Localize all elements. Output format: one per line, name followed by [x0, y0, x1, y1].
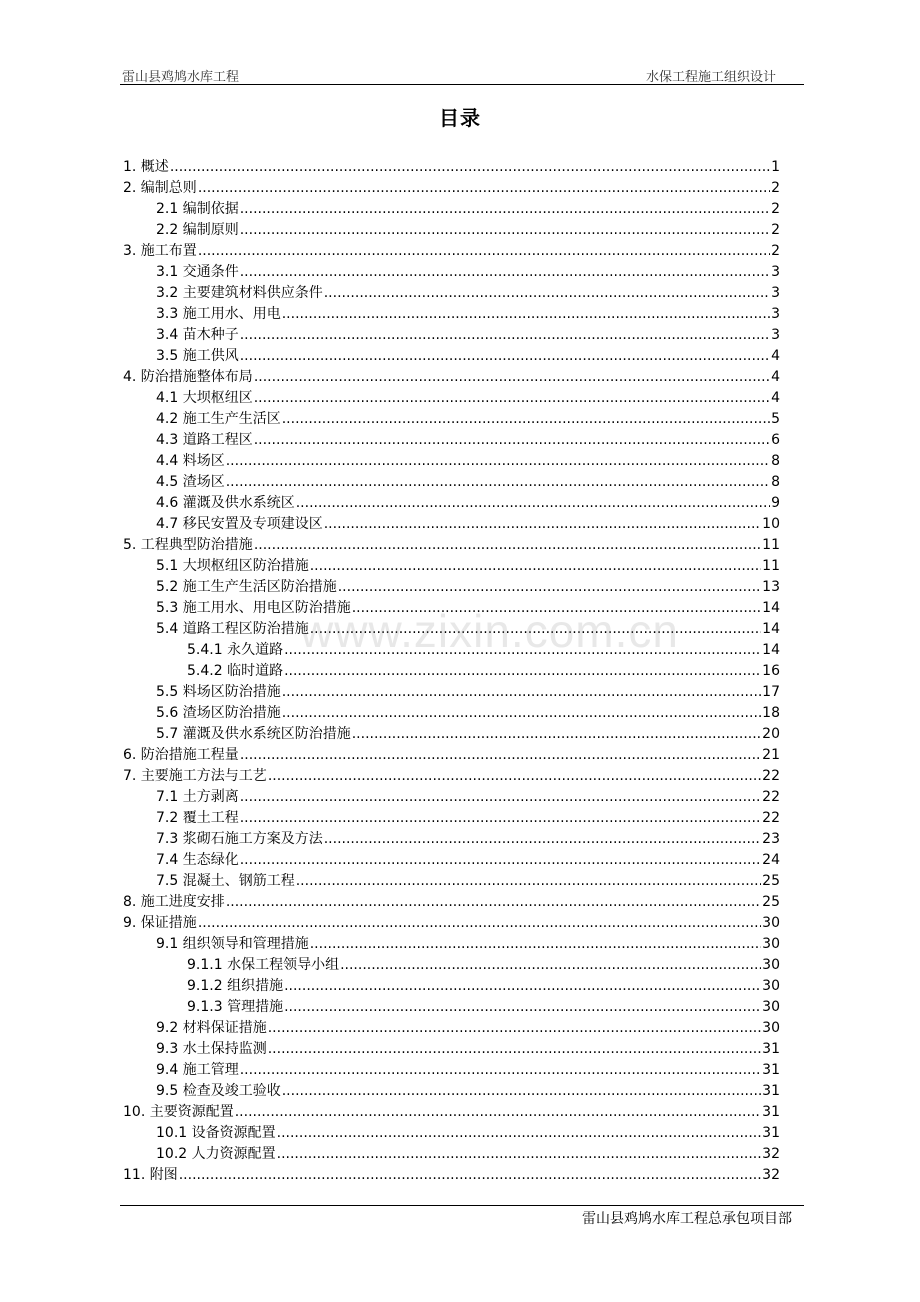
toc-entry-label: 4. 防治措施整体布局: [123, 369, 253, 385]
toc-dot-leader: [282, 1081, 761, 1102]
toc-entry-label: 4.1 大坝枢纽区: [156, 390, 253, 406]
toc-entry-page: 25: [762, 873, 780, 889]
toc-entry-label: 3.4 苗木种子: [156, 327, 239, 343]
toc-entry[interactable]: [120, 1123, 780, 1144]
toc-dot-leader: [352, 724, 761, 745]
toc-entry[interactable]: [120, 388, 780, 409]
toc-entry[interactable]: [120, 598, 780, 619]
toc-entry-label: 2.1 编制依据: [156, 201, 239, 217]
toc-entry[interactable]: [120, 766, 780, 787]
toc-entry-page: 4: [771, 390, 780, 406]
toc-entry[interactable]: [120, 745, 780, 766]
toc-entry[interactable]: [120, 703, 780, 724]
toc-entry-page: 31: [762, 1125, 780, 1141]
toc-dot-leader: [324, 514, 761, 535]
page-footer: 雷山县鸡鸠水库工程总承包项目部: [582, 1211, 792, 1227]
toc-entry-label: 10.1 设备资源配置: [156, 1125, 276, 1141]
toc-entry[interactable]: [120, 640, 780, 661]
toc-entry-page: 3: [771, 306, 780, 322]
toc-dot-leader: [324, 283, 770, 304]
toc-entry-label: 5.5 料场区防治措施: [156, 684, 281, 700]
toc-entry-page: 32: [762, 1146, 780, 1162]
toc-entry-page: 17: [762, 684, 780, 700]
toc-entry-page: 1: [771, 159, 780, 175]
toc-entry-page: 2: [771, 201, 780, 217]
toc-entry-page: 30: [762, 999, 780, 1015]
toc-dot-leader: [277, 1144, 762, 1165]
toc-dot-leader: [284, 661, 761, 682]
toc-dot-leader: [198, 241, 770, 262]
toc-dot-leader: [179, 1165, 761, 1186]
toc-entry-page: 31: [762, 1062, 780, 1078]
toc-entry-label: 9.1.2 组织措施: [187, 978, 284, 994]
toc-entry-page: 20: [762, 726, 780, 742]
toc-entry-label: 5.3 施工用水、用电区防治措施: [156, 600, 351, 616]
toc-entry-label: 9.1 组织领导和管理措施: [156, 936, 309, 952]
toc-entry[interactable]: [120, 1018, 780, 1039]
toc-entry[interactable]: [120, 304, 780, 325]
toc-entry-label: 7. 主要施工方法与工艺: [123, 768, 267, 784]
toc-entry-label: 8. 施工进度安排: [123, 894, 225, 910]
toc-entry[interactable]: [120, 346, 780, 367]
toc-entry-label: 9. 保证措施: [123, 915, 197, 931]
toc-dot-leader: [310, 556, 761, 577]
toc-entry[interactable]: [120, 892, 780, 913]
toc-dot-leader: [240, 199, 770, 220]
toc-dot-leader: [324, 829, 761, 850]
toc-entry[interactable]: [120, 577, 780, 598]
toc-dot-leader: [296, 493, 770, 514]
toc-dot-leader: [282, 304, 770, 325]
toc-entry[interactable]: [120, 409, 780, 430]
toc-entry-label: 4.2 施工生产生活区: [156, 411, 281, 427]
toc-entry-page: 31: [762, 1104, 780, 1120]
toc-entry-label: 5.4.1 永久道路: [187, 642, 284, 658]
toc-entry-page: 3: [771, 327, 780, 343]
toc-entry-page: 22: [762, 810, 780, 826]
toc-dot-leader: [310, 619, 761, 640]
toc-entry[interactable]: [120, 325, 780, 346]
toc-dot-leader: [240, 262, 770, 283]
toc-entry-page: 30: [762, 915, 780, 931]
toc-entry[interactable]: [120, 556, 780, 577]
toc-entry[interactable]: [120, 808, 780, 829]
toc-entry-label: 5.1 大坝枢纽区防治措施: [156, 558, 309, 574]
toc-entry-label: 4.7 移民安置及专项建设区: [156, 516, 323, 532]
toc-entry-label: 9.5 检查及竣工验收: [156, 1083, 281, 1099]
toc-entry-page: 14: [762, 642, 780, 658]
toc-entry[interactable]: [120, 850, 780, 871]
toc-entry-label: 9.3 水土保持监测: [156, 1041, 267, 1057]
toc-entry-label: 2. 编制总则: [123, 180, 197, 196]
toc-entry[interactable]: [120, 535, 780, 556]
toc-entry[interactable]: [120, 1144, 780, 1165]
toc-entry[interactable]: [120, 976, 780, 997]
toc-entry[interactable]: [120, 472, 780, 493]
toc-entry-label: 1. 概述: [123, 159, 169, 175]
toc-dot-leader: [282, 682, 761, 703]
page-header: [120, 62, 804, 85]
toc-entry-page: 22: [762, 789, 780, 805]
toc-dot-leader: [277, 1123, 762, 1144]
toc-entry-page: 22: [762, 768, 780, 784]
toc-dot-leader: [268, 766, 761, 787]
toc-entry[interactable]: [120, 199, 780, 220]
table-of-contents: [120, 157, 780, 1186]
toc-entry[interactable]: [120, 514, 780, 535]
toc-entry-label: 3.1 交通条件: [156, 264, 239, 280]
toc-entry[interactable]: [120, 367, 780, 388]
toc-entry[interactable]: [120, 955, 780, 976]
toc-entry-label: 9.2 材料保证措施: [156, 1020, 267, 1036]
toc-entry-page: 2: [771, 243, 780, 259]
toc-entry-page: 25: [762, 894, 780, 910]
toc-entry[interactable]: [120, 997, 780, 1018]
toc-entry-page: 10: [762, 516, 780, 532]
toc-entry-label: 2.2 编制原则: [156, 222, 239, 238]
toc-entry-page: 9: [771, 495, 780, 511]
toc-entry-label: 5. 工程典型防治措施: [123, 537, 253, 553]
toc-entry[interactable]: [120, 1165, 780, 1186]
toc-dot-leader: [284, 640, 761, 661]
toc-entry-label: 7.2 覆土工程: [156, 810, 239, 826]
toc-entry-label: 3.2 主要建筑材料供应条件: [156, 285, 323, 301]
toc-entry-label: 3. 施工布置: [123, 243, 197, 259]
toc-entry[interactable]: [120, 493, 780, 514]
toc-dot-leader: [284, 976, 761, 997]
toc-entry[interactable]: [120, 1102, 780, 1123]
toc-entry-page: 2: [771, 180, 780, 196]
toc-entry-page: 30: [762, 957, 780, 973]
header-project-name: 雷山县鸡鸠水库工程: [122, 70, 240, 85]
toc-entry[interactable]: [120, 871, 780, 892]
toc-entry-page: 14: [762, 600, 780, 616]
toc-entry-page: 8: [771, 453, 780, 469]
toc-entry-page: 23: [762, 831, 780, 847]
toc-entry-label: 9.1.1 水保工程领导小组: [187, 957, 340, 973]
toc-entry-page: 18: [762, 705, 780, 721]
toc-entry[interactable]: [120, 1060, 780, 1081]
toc-entry-label: 5.6 渣场区防治措施: [156, 705, 281, 721]
toc-entry-label: 7.4 生态绿化: [156, 852, 239, 868]
toc-entry-label: 7.3 浆砌石施工方案及方法: [156, 831, 323, 847]
toc-dot-leader: [240, 850, 761, 871]
toc-dot-leader: [226, 451, 770, 472]
toc-dot-leader: [284, 997, 761, 1018]
toc-entry-page: 4: [771, 348, 780, 364]
toc-dot-leader: [240, 220, 770, 241]
toc-entry-page: 14: [762, 621, 780, 637]
toc-entry-page: 16: [762, 663, 780, 679]
toc-entry-page: 2: [771, 222, 780, 238]
toc-dot-leader: [240, 787, 761, 808]
toc-entry-page: 21: [762, 747, 780, 763]
header-document-name: 水保工程施工组织设计: [645, 70, 776, 85]
toc-entry-page: 11: [762, 537, 780, 553]
toc-dot-leader: [268, 1039, 761, 1060]
toc-entry-page: 4: [771, 369, 780, 385]
toc-entry-page: 31: [762, 1041, 780, 1057]
toc-entry-label: 3.3 施工用水、用电: [156, 306, 281, 322]
toc-entry-label: 5.2 施工生产生活区防治措施: [156, 579, 337, 595]
toc-dot-leader: [198, 178, 770, 199]
toc-entry[interactable]: [120, 724, 780, 745]
toc-entry[interactable]: [120, 682, 780, 703]
toc-dot-leader: [310, 934, 761, 955]
toc-entry-page: 8: [771, 474, 780, 490]
toc-entry-page: 32: [762, 1167, 780, 1183]
toc-entry[interactable]: [120, 430, 780, 451]
toc-dot-leader: [240, 346, 770, 367]
toc-dot-leader: [240, 808, 761, 829]
toc-entry-page: 24: [762, 852, 780, 868]
toc-entry-label: 5.4.2 临时道路: [187, 663, 284, 679]
toc-entry-label: 6. 防治措施工程量: [123, 747, 239, 763]
toc-entry-label: 4.5 渣场区: [156, 474, 225, 490]
toc-entry[interactable]: [120, 451, 780, 472]
toc-dot-leader: [296, 871, 761, 892]
toc-entry-page: 30: [762, 1020, 780, 1036]
toc-dot-leader: [254, 535, 761, 556]
toc-entry-page: 11: [762, 558, 780, 574]
toc-dot-leader: [268, 1018, 761, 1039]
toc-dot-leader: [282, 703, 761, 724]
toc-entry-label: 7.5 混凝土、钢筋工程: [156, 873, 295, 889]
toc-entry[interactable]: [120, 1081, 780, 1102]
toc-dot-leader: [282, 409, 770, 430]
toc-entry-page: 5: [771, 411, 780, 427]
toc-entry[interactable]: [120, 913, 780, 934]
toc-entry[interactable]: [120, 157, 780, 178]
toc-dot-leader: [340, 955, 761, 976]
toc-entry[interactable]: [120, 619, 780, 640]
toc-entry-label: 3.5 施工供风: [156, 348, 239, 364]
toc-entry-page: 30: [762, 936, 780, 952]
toc-entry-page: 31: [762, 1083, 780, 1099]
toc-dot-leader: [338, 577, 761, 598]
toc-entry-label: 10. 主要资源配置: [123, 1104, 234, 1120]
toc-dot-leader: [240, 1060, 761, 1081]
toc-entry[interactable]: [120, 178, 780, 199]
toc-entry[interactable]: [120, 262, 780, 283]
toc-entry[interactable]: [120, 241, 780, 262]
toc-entry-label: 10.2 人力资源配置: [156, 1146, 276, 1162]
toc-entry[interactable]: [120, 661, 780, 682]
toc-entry-label: 4.4 料场区: [156, 453, 225, 469]
toc-entry-label: 9.1.3 管理措施: [187, 999, 284, 1015]
toc-dot-leader: [254, 367, 770, 388]
toc-dot-leader: [226, 472, 770, 493]
toc-entry[interactable]: [120, 787, 780, 808]
toc-entry[interactable]: [120, 1039, 780, 1060]
toc-entry-label: 7.1 土方剥离: [156, 789, 239, 805]
page-title: 目录: [439, 106, 481, 130]
toc-dot-leader: [254, 430, 770, 451]
toc-dot-leader: [254, 388, 770, 409]
toc-entry-label: 11. 附图: [123, 1167, 178, 1183]
toc-entry-label: 4.3 道路工程区: [156, 432, 253, 448]
toc-dot-leader: [240, 325, 770, 346]
toc-entry-label: 4.6 灌溉及供水系统区: [156, 495, 295, 511]
toc-dot-leader: [352, 598, 761, 619]
toc-entry-page: 13: [762, 579, 780, 595]
toc-entry[interactable]: [120, 220, 780, 241]
toc-entry[interactable]: [120, 283, 780, 304]
toc-entry-label: 5.7 灌溉及供水系统区防治措施: [156, 726, 351, 742]
toc-entry-label: 5.4 道路工程区防治措施: [156, 621, 309, 637]
footer-divider: [120, 1205, 804, 1206]
toc-dot-leader: [198, 913, 761, 934]
toc-entry-page: 3: [771, 264, 780, 280]
toc-dot-leader: [170, 157, 770, 178]
toc-entry[interactable]: [120, 829, 780, 850]
toc-entry-page: 3: [771, 285, 780, 301]
toc-entry-page: 6: [771, 432, 780, 448]
watermark-text: www.zixin.com.cn: [300, 605, 679, 657]
toc-entry[interactable]: [120, 934, 780, 955]
toc-entry-page: 30: [762, 978, 780, 994]
toc-dot-leader: [240, 745, 761, 766]
toc-dot-leader: [235, 1102, 761, 1123]
toc-dot-leader: [226, 892, 761, 913]
toc-entry-label: 9.4 施工管理: [156, 1062, 239, 1078]
